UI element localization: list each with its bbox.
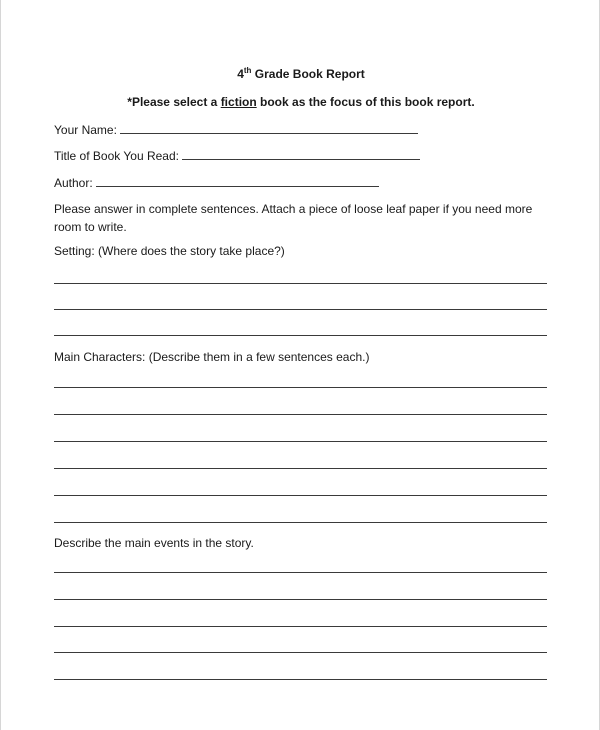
book-title-label: Title of Book You Read: xyxy=(54,149,179,163)
name-field xyxy=(54,123,418,137)
setting-prompt: Setting: (Where does the story take place?) xyxy=(54,244,285,258)
characters-answer-line[interactable] xyxy=(54,441,547,442)
page-title xyxy=(1,67,600,81)
events-prompt: Describe the main events in the story. xyxy=(54,536,254,550)
book-title-field xyxy=(54,149,420,163)
setting-answer-line[interactable] xyxy=(54,283,547,284)
setting-answer-line[interactable] xyxy=(54,309,547,310)
author-label: Author: xyxy=(54,176,93,190)
setting-answer-line[interactable] xyxy=(54,335,547,336)
instruction-after: book as the focus of this book report. xyxy=(256,95,475,109)
instruction-before: *Please select a xyxy=(127,95,221,109)
author-field xyxy=(54,176,379,190)
author-blank[interactable] xyxy=(96,185,379,187)
name-blank[interactable] xyxy=(120,132,418,134)
book-title-blank[interactable] xyxy=(182,158,420,160)
title-text: Grade Book Report xyxy=(251,67,365,81)
characters-prompt: Main Characters: (Describe them in a few sentences each.) xyxy=(54,350,370,364)
title-grade-suffix: th xyxy=(243,66,252,75)
name-label: Your Name: xyxy=(54,123,117,137)
directions-text: Please answer in complete sentences. Attach a piece of loose leaf paper if you need more room to write. xyxy=(54,202,533,234)
characters-answer-line[interactable] xyxy=(54,522,547,523)
events-answer-line[interactable] xyxy=(54,599,547,600)
characters-answer-line[interactable] xyxy=(54,414,547,415)
events-answer-line[interactable] xyxy=(54,679,547,680)
characters-answer-line[interactable] xyxy=(54,468,547,469)
characters-answer-line[interactable] xyxy=(54,387,547,388)
fiction-instruction xyxy=(1,95,600,109)
instruction-fiction: fiction xyxy=(220,95,257,109)
events-answer-line[interactable] xyxy=(54,572,547,573)
characters-answer-line[interactable] xyxy=(54,495,547,496)
events-answer-line[interactable] xyxy=(54,626,547,627)
events-answer-line[interactable] xyxy=(54,652,547,653)
title-grade: 4 xyxy=(237,67,244,81)
